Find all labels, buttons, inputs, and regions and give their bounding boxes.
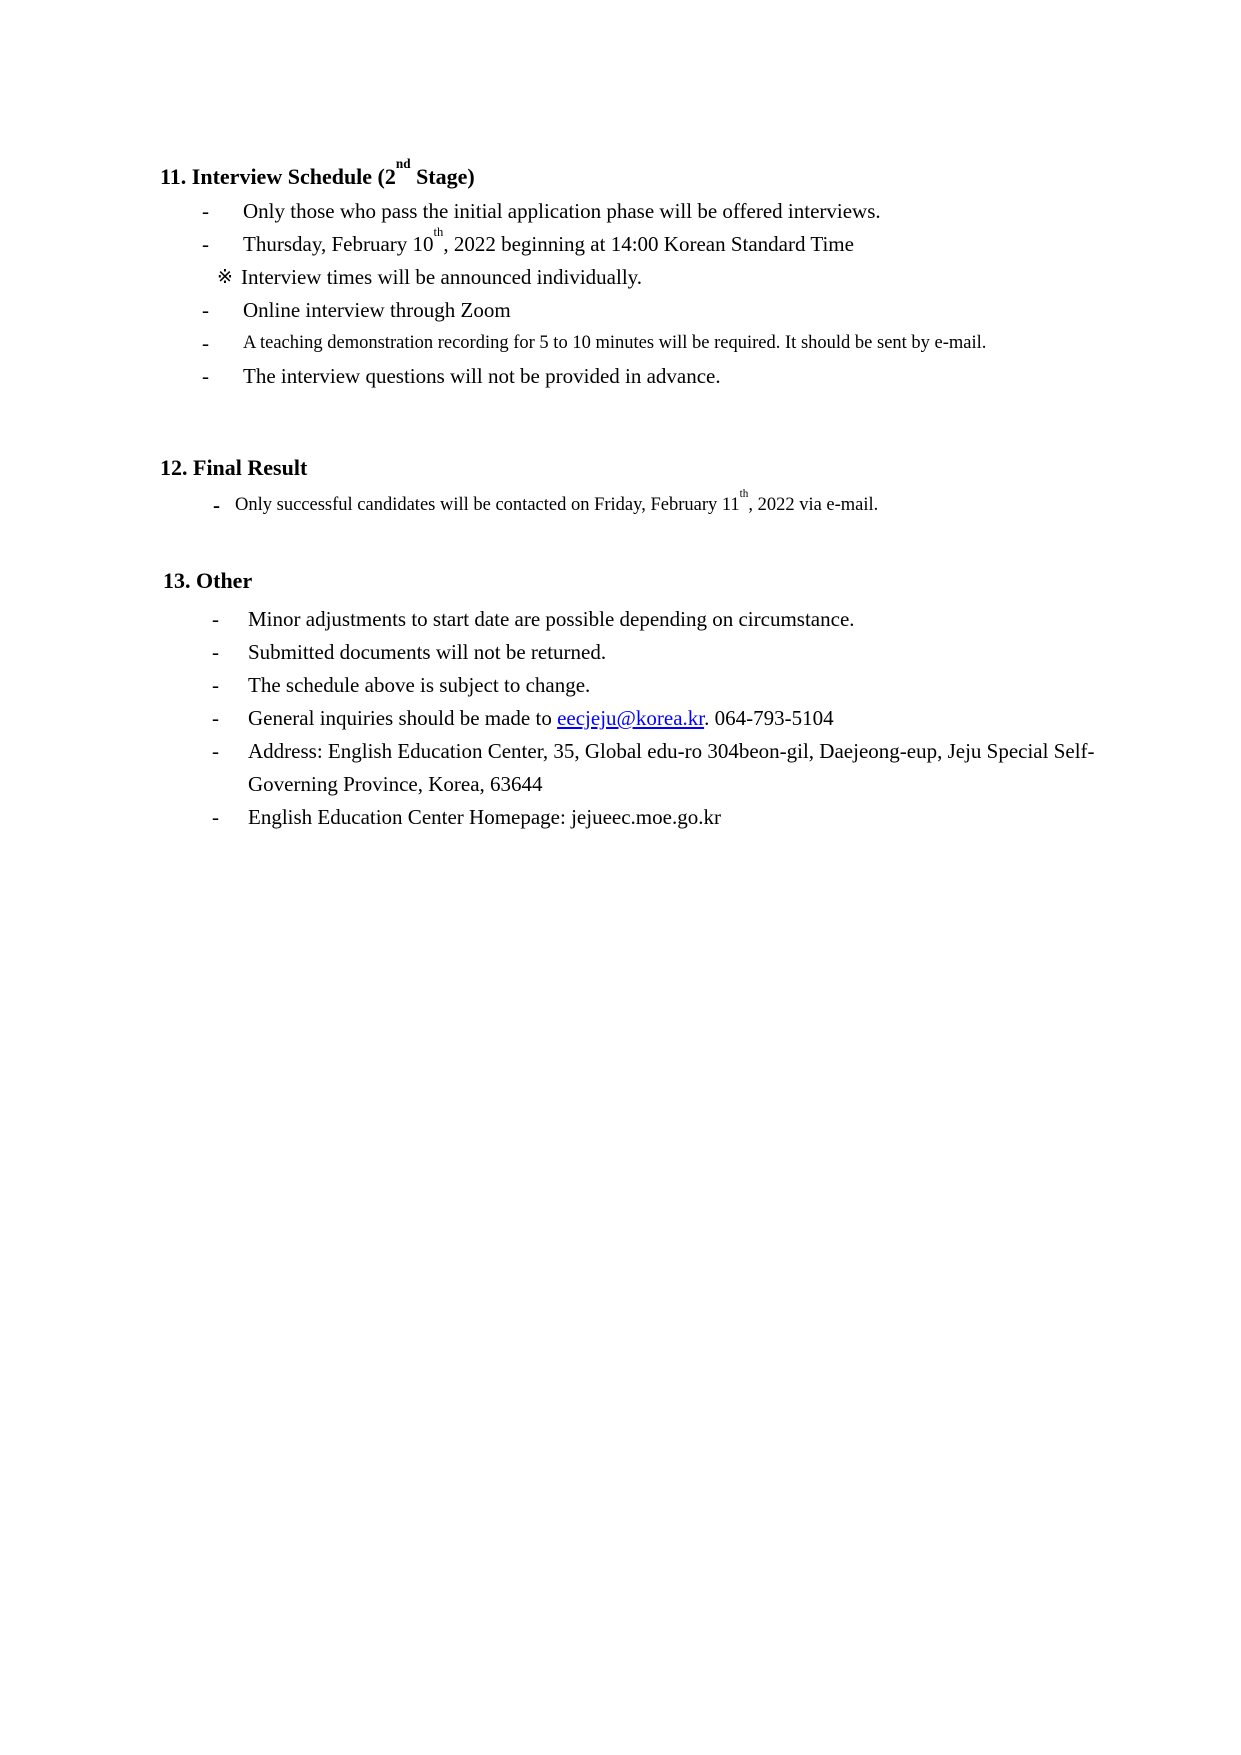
item-text bbox=[248, 669, 1110, 702]
list-item bbox=[160, 327, 1110, 360]
ordinal-superscript: th bbox=[433, 225, 444, 240]
dash-marker: - bbox=[212, 673, 219, 697]
dash-marker: - bbox=[212, 739, 219, 763]
text-run: Interview times will be announced individually. bbox=[241, 265, 643, 289]
text-run: 13. Other bbox=[163, 568, 253, 593]
text-run: A teaching demonstration recording for 5 to 10 minutes will be required. It should be sent by e-mail. bbox=[243, 333, 987, 353]
text-run: Minor adjustments to start date are possible depending on circumstance. bbox=[248, 607, 855, 631]
dash-marker: - bbox=[212, 805, 219, 829]
text-run: Address: English Education Center, 35, Global edu-ro 304beon-gil, Daejeong-eup, Jeju Special Self-Governing Province, Korea, 63644 bbox=[248, 739, 1095, 796]
list-item bbox=[160, 261, 1110, 294]
text-run: , 2022 via e-mail. bbox=[748, 495, 879, 515]
list-item bbox=[160, 360, 1110, 393]
item-text bbox=[248, 603, 1110, 636]
section-other bbox=[160, 566, 1110, 834]
section-heading bbox=[160, 453, 1110, 483]
text-run: Only those who pass the initial application phase will be offered interviews. bbox=[243, 199, 881, 223]
dash-marker: - bbox=[212, 640, 219, 664]
list-item bbox=[160, 669, 1110, 702]
note-marker: ※ bbox=[217, 267, 233, 288]
text-run: Thursday, February 10 bbox=[243, 232, 434, 256]
item-text bbox=[243, 195, 1110, 228]
text-run: General inquiries should be made to bbox=[248, 706, 558, 730]
section-interview-schedule bbox=[160, 156, 1110, 393]
text-run: Stage) bbox=[410, 164, 475, 189]
dash-marker: - bbox=[202, 331, 209, 355]
list-item bbox=[160, 294, 1110, 327]
dash-marker: - bbox=[212, 706, 219, 730]
dash-marker: - bbox=[212, 607, 219, 631]
email-link[interactable]: eecjeju@korea.kr bbox=[557, 706, 705, 730]
dash-marker: - bbox=[213, 493, 220, 517]
list-item bbox=[160, 603, 1110, 636]
dash-marker: - bbox=[202, 364, 209, 388]
item-text bbox=[248, 636, 1110, 669]
ordinal-superscript: th bbox=[739, 487, 749, 500]
item-text bbox=[241, 261, 1110, 294]
list-item bbox=[160, 195, 1110, 228]
text-run: 11. Interview Schedule (2 bbox=[160, 164, 396, 189]
item-text bbox=[248, 702, 1110, 735]
item-text bbox=[243, 294, 1110, 327]
list-item bbox=[160, 801, 1110, 834]
item-list bbox=[160, 603, 1110, 834]
item-list bbox=[160, 195, 1110, 393]
item-text bbox=[235, 489, 1110, 522]
dash-marker: - bbox=[202, 199, 209, 223]
list-item bbox=[160, 702, 1110, 735]
text-run: 12. Final Result bbox=[160, 455, 308, 480]
text-run: Online interview through Zoom bbox=[243, 298, 511, 322]
item-text bbox=[243, 360, 1110, 393]
item-text bbox=[243, 225, 1110, 261]
document-content bbox=[0, 0, 1241, 834]
list-item bbox=[160, 489, 1110, 522]
item-text bbox=[243, 327, 1110, 360]
text-run: English Education Center Homepage: jejueec.moe.go.kr bbox=[248, 805, 721, 829]
section-heading bbox=[160, 566, 1110, 596]
list-item bbox=[160, 636, 1110, 669]
text-run: The schedule above is subject to change. bbox=[248, 673, 591, 697]
dash-marker: - bbox=[202, 232, 209, 256]
text-run: . 064-793-5104 bbox=[704, 706, 834, 730]
dash-marker: - bbox=[202, 298, 209, 322]
item-list bbox=[160, 489, 1110, 522]
text-run: Submitted documents will not be returned. bbox=[248, 640, 607, 664]
ordinal-superscript: nd bbox=[395, 156, 411, 172]
item-text bbox=[248, 801, 1110, 834]
list-item bbox=[160, 225, 1110, 261]
text-run: Only successful candidates will be contacted on Friday, February 11 bbox=[235, 495, 740, 515]
section-heading bbox=[160, 156, 1110, 192]
list-item bbox=[160, 735, 1110, 801]
text-run: , 2022 beginning at 14:00 Korean Standard Time bbox=[443, 232, 854, 256]
section-final-result bbox=[160, 453, 1110, 522]
text-run: The interview questions will not be provided in advance. bbox=[243, 364, 721, 388]
item-text bbox=[248, 735, 1110, 801]
